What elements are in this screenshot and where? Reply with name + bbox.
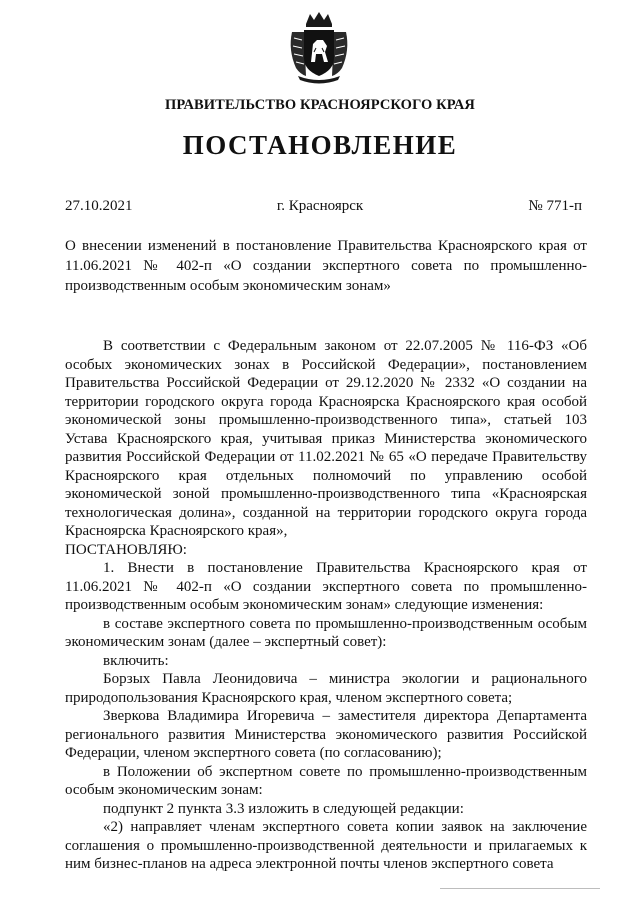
document-number: № 771-п — [528, 198, 582, 214]
quoted-text-paragraph: «2) направляет членам экспертного совета копии заявок на заключение соглашения о промышленно-производственной деятельности и прилагаемых к ним бизнес-планов на адреса электронной почты членов экспертного совета — [65, 819, 587, 872]
document-title: О внесении изменений в постановление Правительства Красноярского края от 11.06.2021 № 402-п «О создании экспертного совета по промышленно-производственным особым экономическим зонам» — [65, 238, 587, 294]
decree-word: ПОСТАНОВЛЯЮ: — [65, 541, 187, 558]
footer-divider — [440, 888, 600, 889]
composition-paragraph: в составе экспертного совета по промышленно-производственным особым экономическим зонам (далее – экспертный совет): — [65, 615, 587, 650]
subclause-paragraph: подпункт 2 пункта 3.3 изложить в следующей редакции: — [103, 800, 464, 817]
regulation-paragraph: в Положении об экспертном совете по промышленно-производственным особым экономическим зонам: — [65, 763, 587, 798]
preamble-paragraph: В соответствии с Федеральным законом от 22.07.2005 № 116-ФЗ «Об особых экономических зонах в Российской Федерации», постановлением Правительства Российской Федерации от 29.12.2020 № 2332 «О создании на территории городского округа города Красноярска Красноярского края особой экономической зоны промышленно-производственного типа», статьей 103 Устава Красноярского края, учитывая приказ Министерства экономического развития Российской Федерации от 11.02.2021 № 65 «О передаче Правительству Красноярского края отдельных полномочий по управлению особой экономической зоной промышленно-производственного типа «Красноярская технологическая долина», созданной на территории городского округа города Красноярска Красноярского края», — [65, 338, 587, 539]
organization-name: ПРАВИТЕЛЬСТВО КРАСНОЯРСКОГО КРАЯ — [164, 97, 475, 113]
member-paragraph: Зверкова Владимира Игоревича – заместителя директора Департамента регионального развития Министерства экономического развития Российской Федерации, членом экспертного совета (по согласованию); — [65, 708, 587, 761]
include-paragraph: включить: — [103, 652, 169, 669]
coat-of-arms-emblem — [286, 10, 352, 84]
document-type: ПОСТАНОВЛЕНИЕ — [182, 130, 458, 160]
document-body — [65, 337, 587, 874]
document-city: г. Красноярск — [276, 198, 364, 214]
member-paragraph: Борзых Павла Леонидовича – министра экологии и рационального природопользования Красноярского края, членом экспертного совета; — [65, 671, 587, 706]
document-date: 27.10.2021 — [65, 198, 133, 214]
clause-1-paragraph: 1. Внести в постановление Правительства Красноярского края от 11.06.2021 № 402-п «О создании экспертного совета по промышленно-производственным особым экономическим зонам» следующие изменения: — [65, 560, 587, 613]
